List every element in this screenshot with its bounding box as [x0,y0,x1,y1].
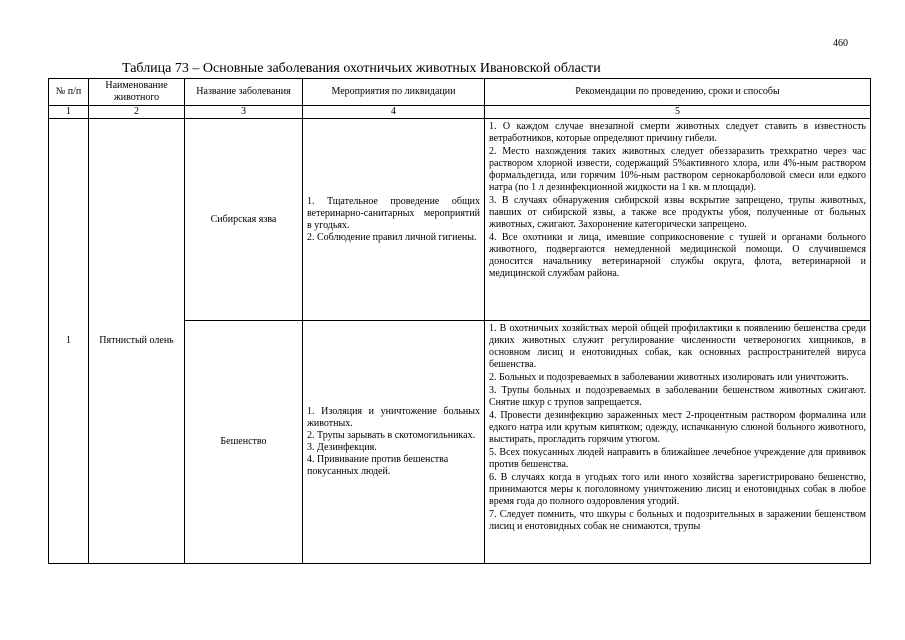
recommendation-item: 4. Все охотники и лица, имевшие соприкосновение с тушей и органами больного животного, подвергаются немедленной медицинской помощи. О случившемся доносится начальнику ветеринарной службы округа, флота, ветеринарной и медицинской службам района. [489,232,866,279]
recommendation-item: 2. Место нахождения таких животных следует обеззаразить трехкратно через час раствором хлорной извести, содержащий 5%активного хлора, или 4%-ным раствором формальдегида, или горячим 10%-ным раствором сернокарболовой смеси или едкого натра (по 1 л дезинфекционной жидкости на 1 кв. м площади). [489,146,866,193]
recommendation-item: 4. Провести дезинфекцию зараженных мест 2-процентным раствором формалина или едкого натра или крутым кипятком; одежду, испачканную слюной больного животного, выстирать, прогладить горячим утюгом. [489,410,866,445]
recommendation-item: 5. Всех покусанных людей направить в ближайшее лечебное учреждение для прививок против бешенства. [489,447,866,470]
table-caption: Таблица 73 – Основные заболевания охотничьих животных Ивановской области [122,61,601,76]
recommendation-item: 1. О каждом случае внезапной смерти животных следует ставить в известность ветработников, которые определяют причину гибели. [489,121,866,144]
recommendation-item: 1. В охотничьих хозяйствах мерой общей профилактики к появлению бешенства среди диких животных служит регулирование численности четвероногих хищников, в основном лисиц и енотовидных собак, как основных распространителей вируса бешенства. [489,323,866,370]
header-disease: Название заболевания [185,79,303,106]
table-header-row [49,79,871,106]
recommendation-item: 7. Следует помнить, что шкуры с больных и подозрительных в заражении бешенством лисиц и енотовидных собак не снимаются, трупы [489,509,866,532]
page-number: 460 [833,38,848,49]
header-num: № п/п [49,79,89,106]
measure-item: 1. Изоляция и уничтожение больных животных. [307,406,480,429]
measure-item: 4. Прививание против бешенства покусанных людей. [307,454,449,477]
header-animal: Наименование животного [89,79,185,106]
animal-name: Пятнистый олень [89,119,185,564]
diseases-table [48,78,871,564]
recommendation-item: 2. Больных и подозреваемых в заболевании животных изолировать или уничтожить. [489,372,849,383]
header-measures: Мероприятия по ликвидации [303,79,485,106]
recommendations-anthrax [485,119,871,321]
column-index: 4 [303,106,485,119]
measure-item: 2. Соблюдение правил личной гигиены. [307,231,477,243]
recommendation-item: 3. Трупы больных и подозреваемых в заболевании бешенством животных сжигают. Снятие шкур с трупов запрещается. [489,385,866,408]
header-recommendations: Рекомендации по проведению, сроки и способы [485,79,871,106]
column-index: 3 [185,106,303,119]
recommendations-rabies [485,321,871,564]
measures-rabies [303,321,485,564]
column-index: 2 [89,106,185,119]
disease-rabies: Бешенство [185,321,303,564]
column-index: 1 [49,106,89,119]
column-index-row [49,106,871,119]
measures-anthrax [303,119,485,321]
row-number: 1 [49,119,89,564]
column-index: 5 [485,106,871,119]
table-row [49,119,871,321]
measure-item: 3. Дезинфекция. [307,442,377,453]
recommendation-item: 3. В случаях обнаружения сибирской язвы вскрытие запрещено, трупы животных, павших от сибирской язвы, а также все продукты убоя, полученные от больных животных, сжигают. Захоронение категорически запрещено. [489,195,866,230]
measure-item: 2. Трупы зарывать в скотомогильниках. [307,430,476,441]
recommendation-item: 6. В случаях когда в угодьях того или иного хозяйства зарегистрировано бешенство, принимаются меры к поголовному уничтожению лисиц и енотовидных собак в любое время года до полного оздоровления угодий. [489,472,866,507]
measure-item: 1. Тщательное проведение общих ветеринарно-санитарных мероприятий в угодьях. [307,195,480,231]
disease-anthrax: Сибирская язва [185,119,303,321]
